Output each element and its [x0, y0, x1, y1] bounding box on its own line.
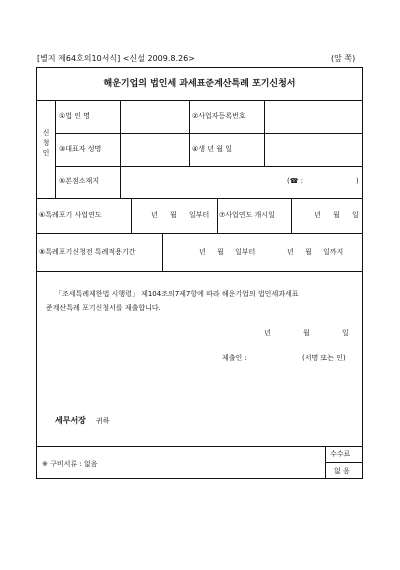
rule — [36, 233, 363, 234]
submitter-label: 제출인 : — [222, 354, 247, 362]
start-date-value[interactable]: 년 월 일 — [314, 211, 359, 219]
applicant-label-char: 인 — [42, 149, 50, 157]
fee-label: 수수료 — [330, 450, 351, 458]
statement-line-2: 준계산특례 포기신청서를 제출합니다. — [46, 304, 161, 312]
fee-value: 없 음 — [334, 467, 350, 475]
phone-label: (☎ : — [287, 177, 304, 185]
applicant-label-char: 청 — [42, 139, 50, 147]
rule — [36, 446, 363, 447]
waive-year-label: ⑥특례포기 사업연도 — [39, 211, 102, 219]
applicant-label-char: 신 — [42, 129, 50, 137]
addressee-suffix: 귀하 — [96, 417, 110, 425]
form-title: 해운기업의 법인세 과세표준계산특례 포기신청서 — [103, 79, 296, 89]
rule — [36, 198, 363, 199]
phone-close-paren: ) — [356, 177, 359, 185]
submission-date[interactable]: 년 월 일 — [264, 329, 349, 337]
period-from-value[interactable]: 년 월 일부터 — [199, 248, 256, 256]
attachments-note: ※ 구비서류 : 없음 — [42, 460, 98, 468]
address-label: ⑤본점소재지 — [59, 177, 100, 185]
rule — [36, 271, 363, 272]
rule — [189, 100, 190, 166]
start-date-label: ⑦사업연도 개시일 — [219, 211, 275, 219]
corp-name-field[interactable] — [121, 101, 188, 132]
rule — [162, 233, 163, 271]
biz-no-label: ②사업자등록번호 — [192, 112, 246, 120]
form-reference: [별지 제64호의10서식] <신설 2009.8.26> — [37, 54, 195, 63]
rule — [217, 198, 218, 233]
page-side-label: (앞 쪽) — [331, 54, 356, 63]
corp-name-label: ①법 인 명 — [59, 112, 91, 120]
applicant-section-label — [37, 128, 55, 158]
rule — [131, 198, 132, 233]
biz-no-field[interactable] — [265, 101, 362, 132]
period-label: ⑧특례포기신청전 특례적용기간 — [39, 248, 136, 256]
rep-name-label: ③대표자 성명 — [59, 145, 102, 153]
signature-placeholder[interactable]: (서명 또는 인) — [302, 354, 346, 362]
rule — [325, 462, 363, 463]
rep-name-field[interactable] — [121, 134, 188, 165]
birth-date-label: ④생 년 월 일 — [192, 145, 232, 153]
statement-line-1: 「조세특례제한법 시행령」 제104조의7제7항에 따라 해운기업의 법인세과세표 — [55, 290, 299, 298]
addressee: 세무서장 — [55, 416, 86, 425]
address-field[interactable] — [121, 167, 362, 197]
rule — [291, 198, 292, 233]
waive-year-value[interactable]: 년 월 일부터 — [151, 211, 210, 219]
period-to-value[interactable]: 년 월 일까지 — [287, 248, 344, 256]
birth-date-field[interactable] — [265, 134, 362, 165]
rule — [55, 100, 56, 198]
rule — [325, 446, 326, 479]
